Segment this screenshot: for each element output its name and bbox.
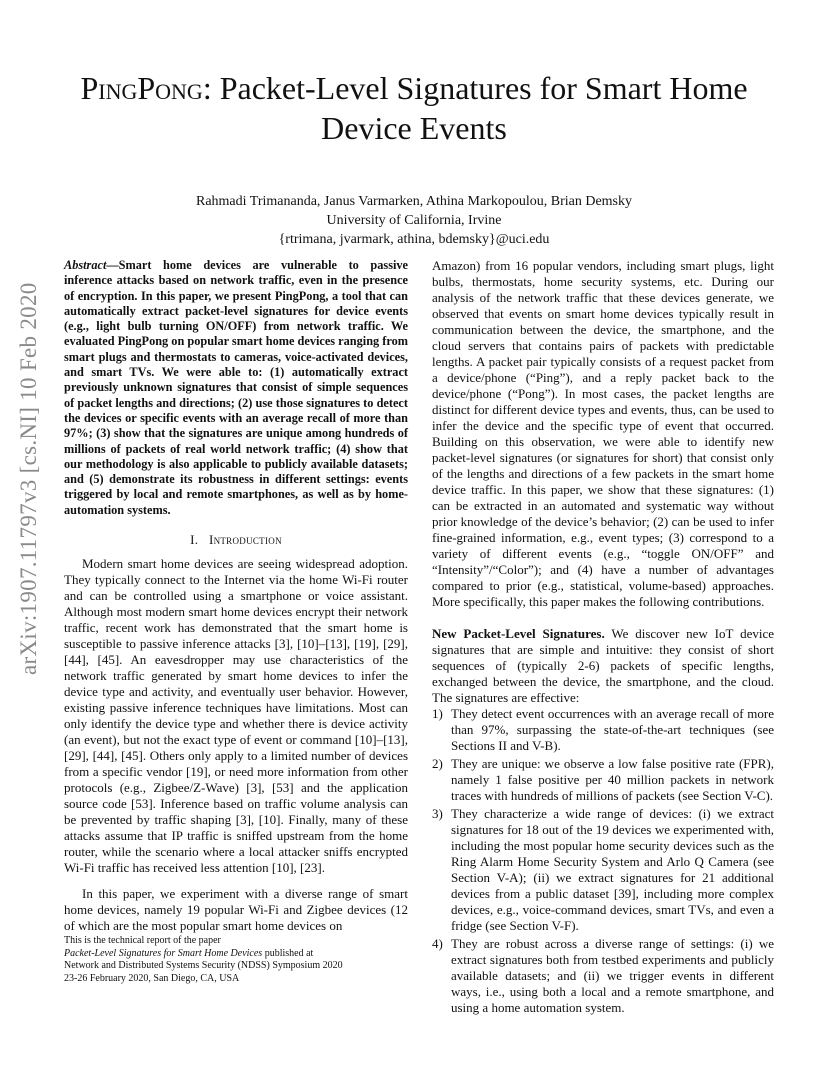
footnote-line: 23-26 February 2020, San Diego, CA, USA bbox=[64, 972, 240, 984]
paper-title bbox=[60, 68, 768, 148]
abstract-text: —Smart home devices are vulnerable to passive inference attacks based on network traffic, even in the presence of encryption. In this paper, we present PingPong, a tool that can automatically extract packet-level signatures for device events (e.g., light bulb turning ON/OFF) from network traffic. We evaluated PingPong on popular smart home devices ranging from smart plugs and thermostats to cameras, voice-activated devices, and smart TVs. We were able to: (1) automatically extract previously unknown signatures that consist of simple sequences of packet lengths and directions; (2) use those signatures to detect the devices or specific events with an average recall of more than 97%; (3) show that the signatures are unique among hundreds of millions of packets of real world network traffic; (4) show that our methodology is also applicable to publicly available datasets; and (5) demonstrate its robustness in different settings: events triggered by local and remote smartphones, as well as by home-automation systems. bbox=[64, 258, 408, 517]
signatures-text: We discover new IoT device signatures that are simple and intuitive: they consist of short sequences of (typically 2-6) packets of specific lengths, exchanged between the device, the smartphone, and the cloud. The signatures are effective: bbox=[432, 626, 775, 705]
list-item bbox=[432, 706, 774, 754]
intro-paragraph-1: Modern smart home devices are seeing widespread adoption. They typically connect to the Internet via the home Wi-Fi router and can be controlled using a smartphone or voice assistant. Although most modern smart home devices encrypt their network traffic, recent work has demonstrated that the smart home is susceptible to passive inference attacks [3], [10]–[13], [19], [29], [44], [45]. An eavesdropper may use characteristics of the network traffic generated by smart home devices to infer the device type and activity, and eventually user behavior. However, existing passive inference techniques have limitations. Most can only identify the device type and whether there is device activity (an event), but not the exact type of event or command [10]–[13], [29], [44], [45]. Others only apply to a limited number of devices from a specific vendor [19], or need more information from other protocols (e.g., Zigbee/Z-Wave) [3], [53] and the application source code [53]. Inference based on traffic volume analysis can be prevented by traffic shaping [3], [10]. Finally, many of these attacks assume that IP traffic is sniffed upstream from the home router, while the scenario where a local attacker sniffs encrypted Wi-Fi traffic has received less attention [10], [23]. bbox=[64, 556, 408, 876]
footnote-paper-title: Packet-Level Signatures for Smart Home Devices bbox=[64, 947, 263, 959]
footnote bbox=[64, 935, 408, 985]
footnote-text: published at bbox=[262, 947, 314, 959]
title-rest: : Packet-Level Signatures for Smart Home Device Events bbox=[202, 70, 748, 146]
left-column bbox=[64, 258, 408, 934]
list-text: They are unique: we observe a low false positive rate (FPR), namely 1 false positive per 40 million packets in network traces with hundreds of millions of packets (see Section V-C). bbox=[451, 756, 774, 803]
author-emails: {rtrimana, jvarmark, athina, bdemsky}@uci.edu bbox=[278, 232, 550, 247]
section-heading-introduction bbox=[64, 532, 408, 548]
footnote-line bbox=[64, 948, 408, 961]
tool-name: PingPong bbox=[80, 70, 203, 106]
list-number: 1) bbox=[432, 706, 443, 721]
section-number: I. bbox=[190, 532, 199, 548]
signatures-paragraph bbox=[432, 626, 774, 706]
intro-paragraph-2: In this paper, we experiment with a diverse range of smart home devices, namely 19 popular Wi-Fi and Zigbee devices (12 of which are the most popular smart home devices on bbox=[64, 886, 408, 934]
footnote-line: Network and Distributed Systems Security (NDSS) Symposium 2020 bbox=[64, 960, 343, 972]
paragraph-lead: New Packet-Level Signatures. bbox=[432, 626, 605, 641]
section-title: Introduction bbox=[208, 532, 282, 548]
affiliation: University of California, Irvine bbox=[326, 213, 502, 228]
list-item bbox=[432, 806, 774, 934]
arxiv-identifier: arXiv:1907.11797v3 [cs.NI] 10 Feb 2020 bbox=[16, 282, 41, 675]
list-item bbox=[432, 756, 774, 804]
signature-properties-list bbox=[432, 706, 774, 1016]
list-item bbox=[432, 936, 774, 1016]
intro-continuation: Amazon) from 16 popular vendors, including smart plugs, light bulbs, thermostats, home security systems, etc. During our analysis of the network traffic that these devices generate, we observed that events on smart home devices typically result in communication between the device, the smartphone, and the cloud servers that contains pairs of packets with predictable lengths. A packet pair typically consists of a request packet from a device/phone (“Ping”), and a reply packet back to the device/phone (“Pong”). In most cases, the packet lengths are distinct for different device types and events, thus, can be used to infer the device and the specific type of event that occurred. Building on this observation, we were able to identify new packet-level signatures (or signatures for short) that consist only of the lengths and directions of a few packets in the smart home device traffic. In this paper, we show that these signatures: (1) can be extracted in an automated and systematic way without prior knowledge of the device’s behavior; (2) can be used to infer fine-grained information, e.g., event types; (3) correspond to a variety of different events (e.g., “toggle ON/OFF” and “Intensity”/“Color”); and (4) have a number of advantages compared to prior (e.g., statistical, volume-based) approaches. More specifically, this paper makes the following contributions. bbox=[432, 258, 774, 609]
abstract-label: Abstract bbox=[64, 258, 107, 272]
footnote-line: This is the technical report of the paper bbox=[64, 935, 221, 946]
list-number: 4) bbox=[432, 936, 443, 951]
author-names: Rahmadi Trimananda, Janus Varmarken, Athina Markopoulou, Brian Demsky bbox=[195, 194, 633, 209]
author-block bbox=[60, 192, 768, 249]
list-text: They are robust across a diverse range of settings: (i) we extract signatures both from testbed experiments and publicly available datasets; and (ii) we trigger events in different ways, i.e., using both a local and a remote smartphone, and using a home automation system. bbox=[451, 936, 774, 1015]
right-column bbox=[432, 258, 774, 1018]
abstract bbox=[64, 258, 408, 518]
list-number: 2) bbox=[432, 756, 443, 771]
list-number: 3) bbox=[432, 806, 443, 821]
list-text: They detect event occurrences with an average recall of more than 97%, surpassing the state-of-the-art techniques (see Sections II and V-B). bbox=[451, 706, 774, 753]
list-text: They characterize a wide range of devices: (i) we extract signatures for 18 out of the 19 devices we experimented with, including the most popular home security devices such as the Ring Alarm Home Security System and Arlo Q Camera (see Section V-A); (ii) we extract signatures for 21 additional devices from a public dataset [39], including more complex devices, e.g., voice-command devices, smart TVs, and even a fridge (see Section V-F). bbox=[451, 806, 774, 933]
